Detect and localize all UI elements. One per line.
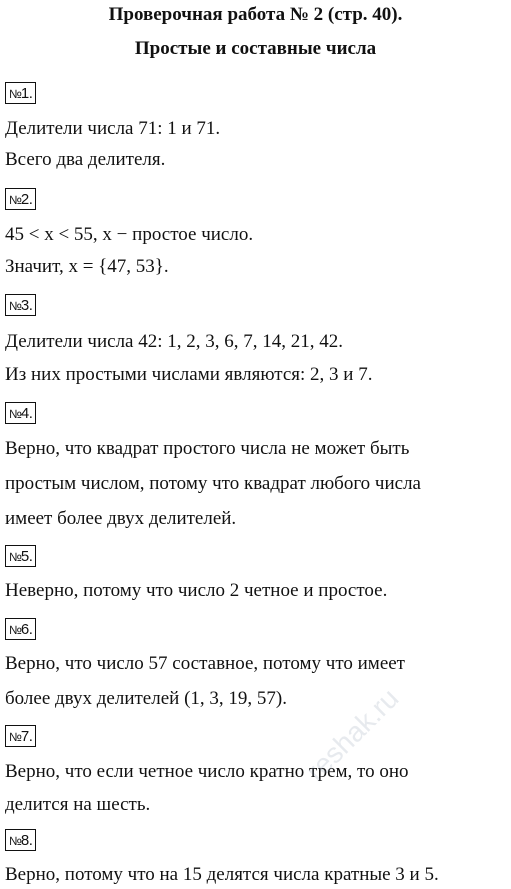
task-4-line-3: имеет более двух делителей. <box>5 508 237 529</box>
task-2-line-1: 45 < x < 55, x − простое число. <box>5 224 254 245</box>
task-7-line-2: делится на шесть. <box>5 794 151 815</box>
task-1-line-1: Делители числа 71: 1 и 71. <box>5 118 221 139</box>
page-title: Проверочная работа № 2 (стр. 40). <box>108 4 403 25</box>
page-subtitle: Простые и составные числа <box>134 38 377 59</box>
task-number-badge: №2. <box>5 188 36 210</box>
task-number-badge: №7. <box>5 725 36 747</box>
task-4-line-1: Верно, что квадрат простого числа не может быть <box>5 438 410 459</box>
task-3-line-2: Из них простыми числами являются: 2, 3 и 7. <box>5 364 373 385</box>
task-number-badge: №8. <box>5 829 36 851</box>
task-6-line-1: Верно, что число 57 составное, потому что имеет <box>5 653 405 674</box>
task-number-badge: №1. <box>5 82 36 104</box>
task-6-line-2: более двух делителей (1, 3, 19, 57). <box>5 688 287 709</box>
task-number-badge: №3. <box>5 294 36 316</box>
task-number-badge: №5. <box>5 545 36 567</box>
task-2-line-2: Значит, x = {47, 53}. <box>5 256 169 277</box>
watermark: reshak.ru <box>300 682 405 787</box>
task-1-line-2: Всего два делителя. <box>5 149 166 170</box>
task-number-badge: №4. <box>5 402 36 424</box>
task-8-line-1: Верно, потому что на 15 делятся числа кратные 3 и 5. <box>5 864 439 885</box>
task-7-line-1: Верно, что если четное число кратно трем, то оно <box>5 761 409 782</box>
task-3-line-1: Делители числа 42: 1, 2, 3, 6, 7, 14, 21, 42. <box>5 331 344 352</box>
task-number-badge: №6. <box>5 618 36 640</box>
task-4-line-2: простым числом, потому что квадрат любого числа <box>5 473 421 494</box>
task-5-line-1: Неверно, потому что число 2 четное и простое. <box>5 580 388 601</box>
